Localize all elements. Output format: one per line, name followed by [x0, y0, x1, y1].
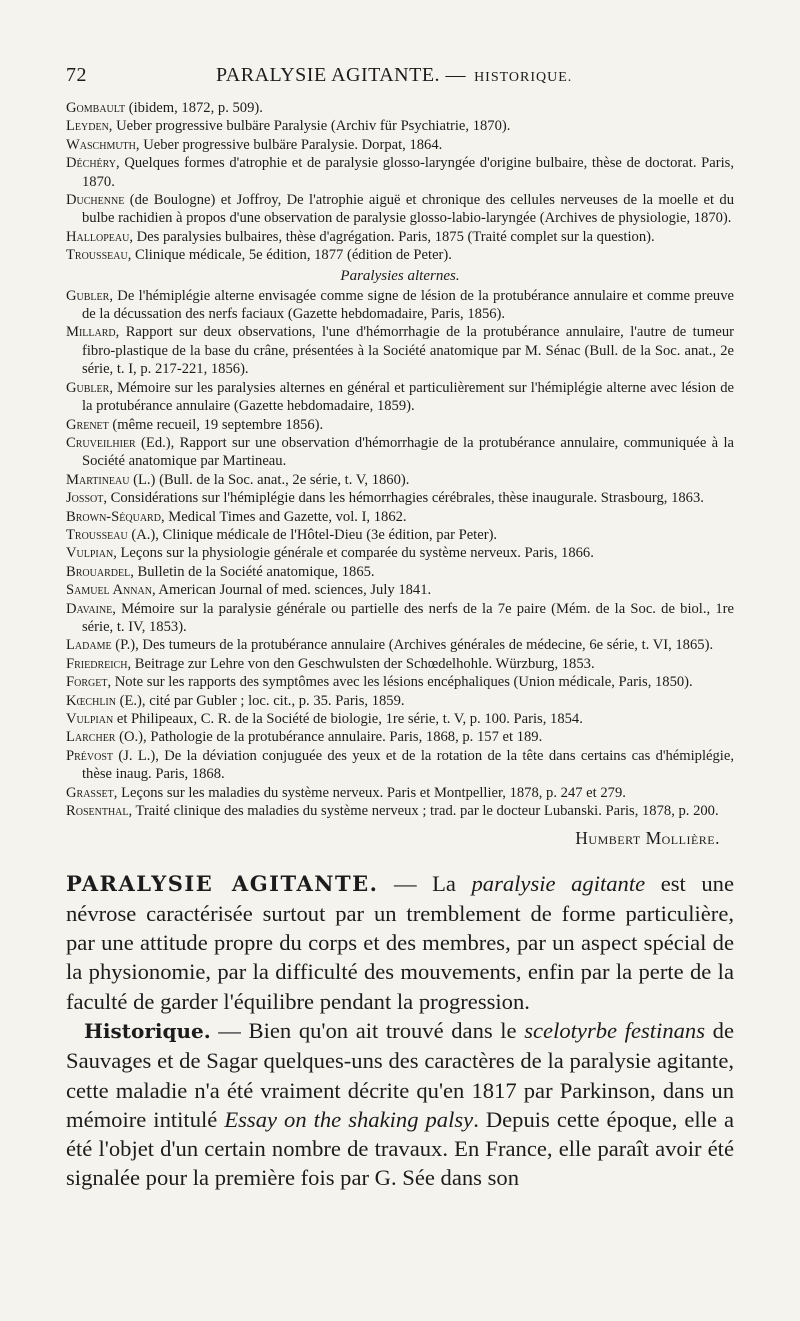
entry-author: Martineau	[66, 471, 130, 488]
entry-text: , Leçons sur les maladies du système nerveux. Paris et Montpellier, 1878, p. 247 et 279.	[113, 784, 626, 801]
entry-text: , Clinique médicale, 5e édition, 1877 (édition de Peter).	[127, 247, 452, 264]
entry-author: Vulpian	[66, 545, 114, 562]
bibliography-entry	[66, 99, 734, 117]
entry-author: Grasset	[66, 784, 114, 801]
bibliography-entry	[66, 471, 734, 489]
entry-text: , Bulletin de la Société anatomique, 1865.	[130, 563, 375, 580]
entry-text: , American Journal of med. sciences, July 1841.	[151, 582, 432, 599]
author-signature: Humbert Mollière.	[575, 828, 720, 849]
entry-text: , Beitrage zur Lehre von den Geschwulsten der Schœdelhohle. Würzburg, 1853.	[127, 655, 595, 672]
bibliography-entry	[66, 246, 734, 264]
entry-text: , Mémoire sur la paralysie générale ou partielle des nerfs de la 7e paire (Mém. de la Soc. de biol., 1re série, t. IV, 1853).	[82, 600, 734, 635]
entry-author: Leyden	[66, 118, 109, 135]
page-number: 72	[66, 64, 87, 86]
entry-author: Grenet	[66, 416, 109, 433]
bibliography-entry	[66, 544, 734, 562]
bibliography-entry	[66, 710, 734, 728]
entry-text: , De l'hémiplégie alterne envisagée comme signe de lésion de la protubérance annulaire et comme preuve de la décussation des nerfs faciaux (Gazette hebdomadaire, Paris, 1856).	[82, 287, 734, 323]
bibliography-group-bulbaires	[66, 99, 734, 265]
intro-term: paralysie agitante	[471, 871, 646, 897]
intro-text-1: — La	[378, 871, 472, 897]
bibliography-entry	[66, 728, 734, 746]
entry-author: Ladame	[66, 637, 112, 654]
entry-author: Jossot	[66, 490, 104, 507]
intro-paragraph	[66, 869, 734, 1015]
bibliography-entry	[66, 673, 734, 691]
entry-author: Kœchlin	[66, 692, 116, 709]
bibliography-entry	[66, 802, 734, 820]
entry-author: Forget	[66, 674, 108, 691]
entry-text: (même recueil, 19 septembre 1856).	[108, 416, 324, 433]
bibliography-entry	[66, 323, 734, 378]
bibliography-entry	[66, 508, 734, 526]
entry-text: (Ed.), Rapport sur une observation d'hémorrhagie de la protubérance annulaire, communiquée à la Société anatomique par Martineau.	[82, 434, 734, 470]
entry-author: Rosenthal	[66, 803, 129, 820]
entry-text: , Mémoire sur les paralysies alternes en général et particulièrement sur l'hémiplégie alterne avec lésion de la protubérance annulaire (Gazette hebdomadaire, 1859).	[82, 379, 734, 415]
historique-text-2: de Sauvages et de Sagar quelques-uns des caractères de la paralysie agitante, cette maladie n'a été vraiment décrite qu'en 1817 par Parkinson, dans un mémoire intitulé	[66, 1017, 734, 1132]
entry-text: (E.), cité par Gubler ; loc. cit., p. 35. Paris, 1859.	[115, 692, 405, 709]
bibliography-entry	[66, 379, 734, 416]
entry-text: , Medical Times and Gazette, vol. I, 1862.	[160, 508, 407, 525]
entry-author: Samuel Annan	[66, 582, 152, 599]
entry-text: , Quelques formes d'atrophie et de paralysie glosso-laryngée d'origine bulbaire, thèse de doctorat. Paris, 1870.	[82, 155, 734, 190]
historique-paragraph	[66, 1016, 734, 1193]
entry-text: (L.) (Bull. de la Soc. anat., 2e série, t. V, 1860).	[129, 471, 410, 488]
entry-author: Vulpian	[66, 711, 114, 727]
bibliography-entry	[66, 416, 734, 434]
bibliography-entry	[66, 287, 734, 324]
entry-author: Hallopeau	[66, 228, 130, 245]
bibliography-entry	[66, 154, 734, 191]
bibliography-entry	[66, 600, 734, 637]
article-body	[66, 869, 734, 1192]
entry-author: Déchéry	[66, 155, 116, 172]
entry-text: , Leçons sur la physiologie générale et comparée du système nerveux. Paris, 1866.	[113, 545, 594, 562]
entry-text: (A.), Clinique médicale de l'Hôtel-Dieu (3e édition, par Peter).	[127, 526, 498, 543]
entry-author: Brouardel	[66, 563, 131, 580]
bibliography-entry	[66, 747, 734, 784]
running-subtitle: HISTORIQUE.	[474, 70, 573, 85]
entry-author: Prévost	[66, 747, 114, 764]
entry-text: , Ueber progressive bulbäre Paralysie. Dorpat, 1864.	[135, 136, 443, 153]
bibliography-entry	[66, 228, 734, 246]
entry-text: (J. L.), De la déviation conjuguée des yeux et de la rotation de la tête dans certains cas d'hémiplégie, thèse inaug. Paris, 1868.	[82, 747, 734, 783]
entry-text: (P.), Des tumeurs de la protubérance annulaire (Archives générales de médecine, 6e série, t. VI, 1865).	[111, 637, 714, 654]
bibliography-group-alternes	[66, 287, 734, 821]
entry-text: et Philipeaux, C. R. de la Société de biologie, 1re série, t. V, p. 100. Paris, 1854.	[113, 711, 583, 727]
entry-text: , Des paralysies bulbaires, thèse d'agrégation. Paris, 1875 (Traité complet sur la question).	[129, 228, 655, 245]
entry-text: , Ueber progressive bulbäre Paralysie (Archiv für Psychiatrie, 1870).	[108, 118, 511, 135]
article-title: PARALYSIE AGITANTE.	[66, 871, 379, 897]
entry-author: Davaine	[66, 600, 113, 617]
entry-author: Millard	[66, 324, 116, 341]
entry-author: Trousseau	[66, 526, 128, 543]
historique-essay-title: Essay on the shaking palsy	[224, 1106, 474, 1132]
entry-author: Waschmuth	[66, 136, 136, 153]
bibliography-entry	[66, 191, 734, 228]
entry-text: , Considérations sur l'hémiplégie dans les hémorrhagies cérébrales, thèse inaugurale. Strasbourg, 1863.	[103, 490, 704, 507]
historique-text-1: — Bien qu'on ait trouvé dans le	[210, 1017, 525, 1043]
historique-text-3: . Depuis cette époque, elle a été l'objet d'un certain nombre de travaux. En France, elle paraît avoir été signalée pour la première fois par G. Sée dans son	[66, 1106, 734, 1191]
entry-author: Gubler	[66, 287, 110, 304]
bibliography-entry	[66, 692, 734, 710]
entry-text: (ibidem, 1872, p. 509).	[125, 100, 263, 116]
bibliography-entry	[66, 526, 734, 544]
bibliography-entry	[66, 563, 734, 581]
bibliography	[66, 99, 734, 820]
bibliography-entry	[66, 636, 734, 654]
entry-author: Larcher	[66, 729, 116, 746]
bibliography-entry	[66, 655, 734, 673]
bibliography-entry	[66, 581, 734, 599]
entry-text: (de Boulogne) et Joffroy, De l'atrophie aiguë et chronique des cellules nerveuses de la moelle et du bulbe rachidien à propos d'une observation de paralysie glosso-labio-laryngée (Archives de physiologie, 1870).	[82, 192, 734, 227]
historique-title: Historique.	[84, 1018, 211, 1043]
running-header	[66, 64, 734, 87]
entry-author: Cruveilhier	[66, 434, 136, 451]
entry-author: Friedreich	[66, 655, 128, 672]
entry-text: , Rapport sur deux observations, l'une d'hémorrhagie de la protubérance annulaire, l'autre de tumeur fibro-plastique de la base du crâne, présentées à la Société anatomique par M. Sénac (Bull. de la Soc. anat., 2e série, t. I, p. 217-221, 1856).	[82, 324, 734, 378]
historique-term: scelotyrbe festinans	[524, 1017, 706, 1043]
entry-text: , Note sur les rapports des symptômes avec les lésions encéphaliques (Union médicale, Paris, 1850).	[107, 674, 693, 691]
entry-author: Brown-Séquard	[66, 508, 161, 525]
bibliography-entry	[66, 136, 734, 154]
intro-text-2: est une névrose caractérisée surtout par un tremblement de forme particulière, par une attitude propre du corps et des membres, par un aspect spécial de la physionomie, par la difficulté des mouvements, enfin par la perte de la faculté de garder l'équilibre pendant la progression.	[66, 871, 734, 1014]
bibliography-entry	[66, 434, 734, 471]
running-title: PARALYSIE AGITANTE. —	[216, 64, 467, 86]
entry-author: Duchenne	[66, 192, 125, 209]
bibliography-entry	[66, 489, 734, 507]
bibliography-entry	[66, 784, 734, 802]
entry-author: Gubler	[66, 379, 110, 396]
entry-text: (O.), Pathologie de la protubérance annulaire. Paris, 1868, p. 157 et 189.	[115, 729, 543, 746]
entry-author: Gombault	[66, 100, 126, 116]
entry-text: , Traité clinique des maladies du système nerveux ; trad. par le docteur Lubanski. Paris, 1878, p. 200.	[128, 803, 719, 820]
bibliography-entry	[66, 117, 734, 135]
section-heading: Paralysies alternes.	[340, 267, 460, 284]
entry-author: Trousseau	[66, 247, 128, 264]
